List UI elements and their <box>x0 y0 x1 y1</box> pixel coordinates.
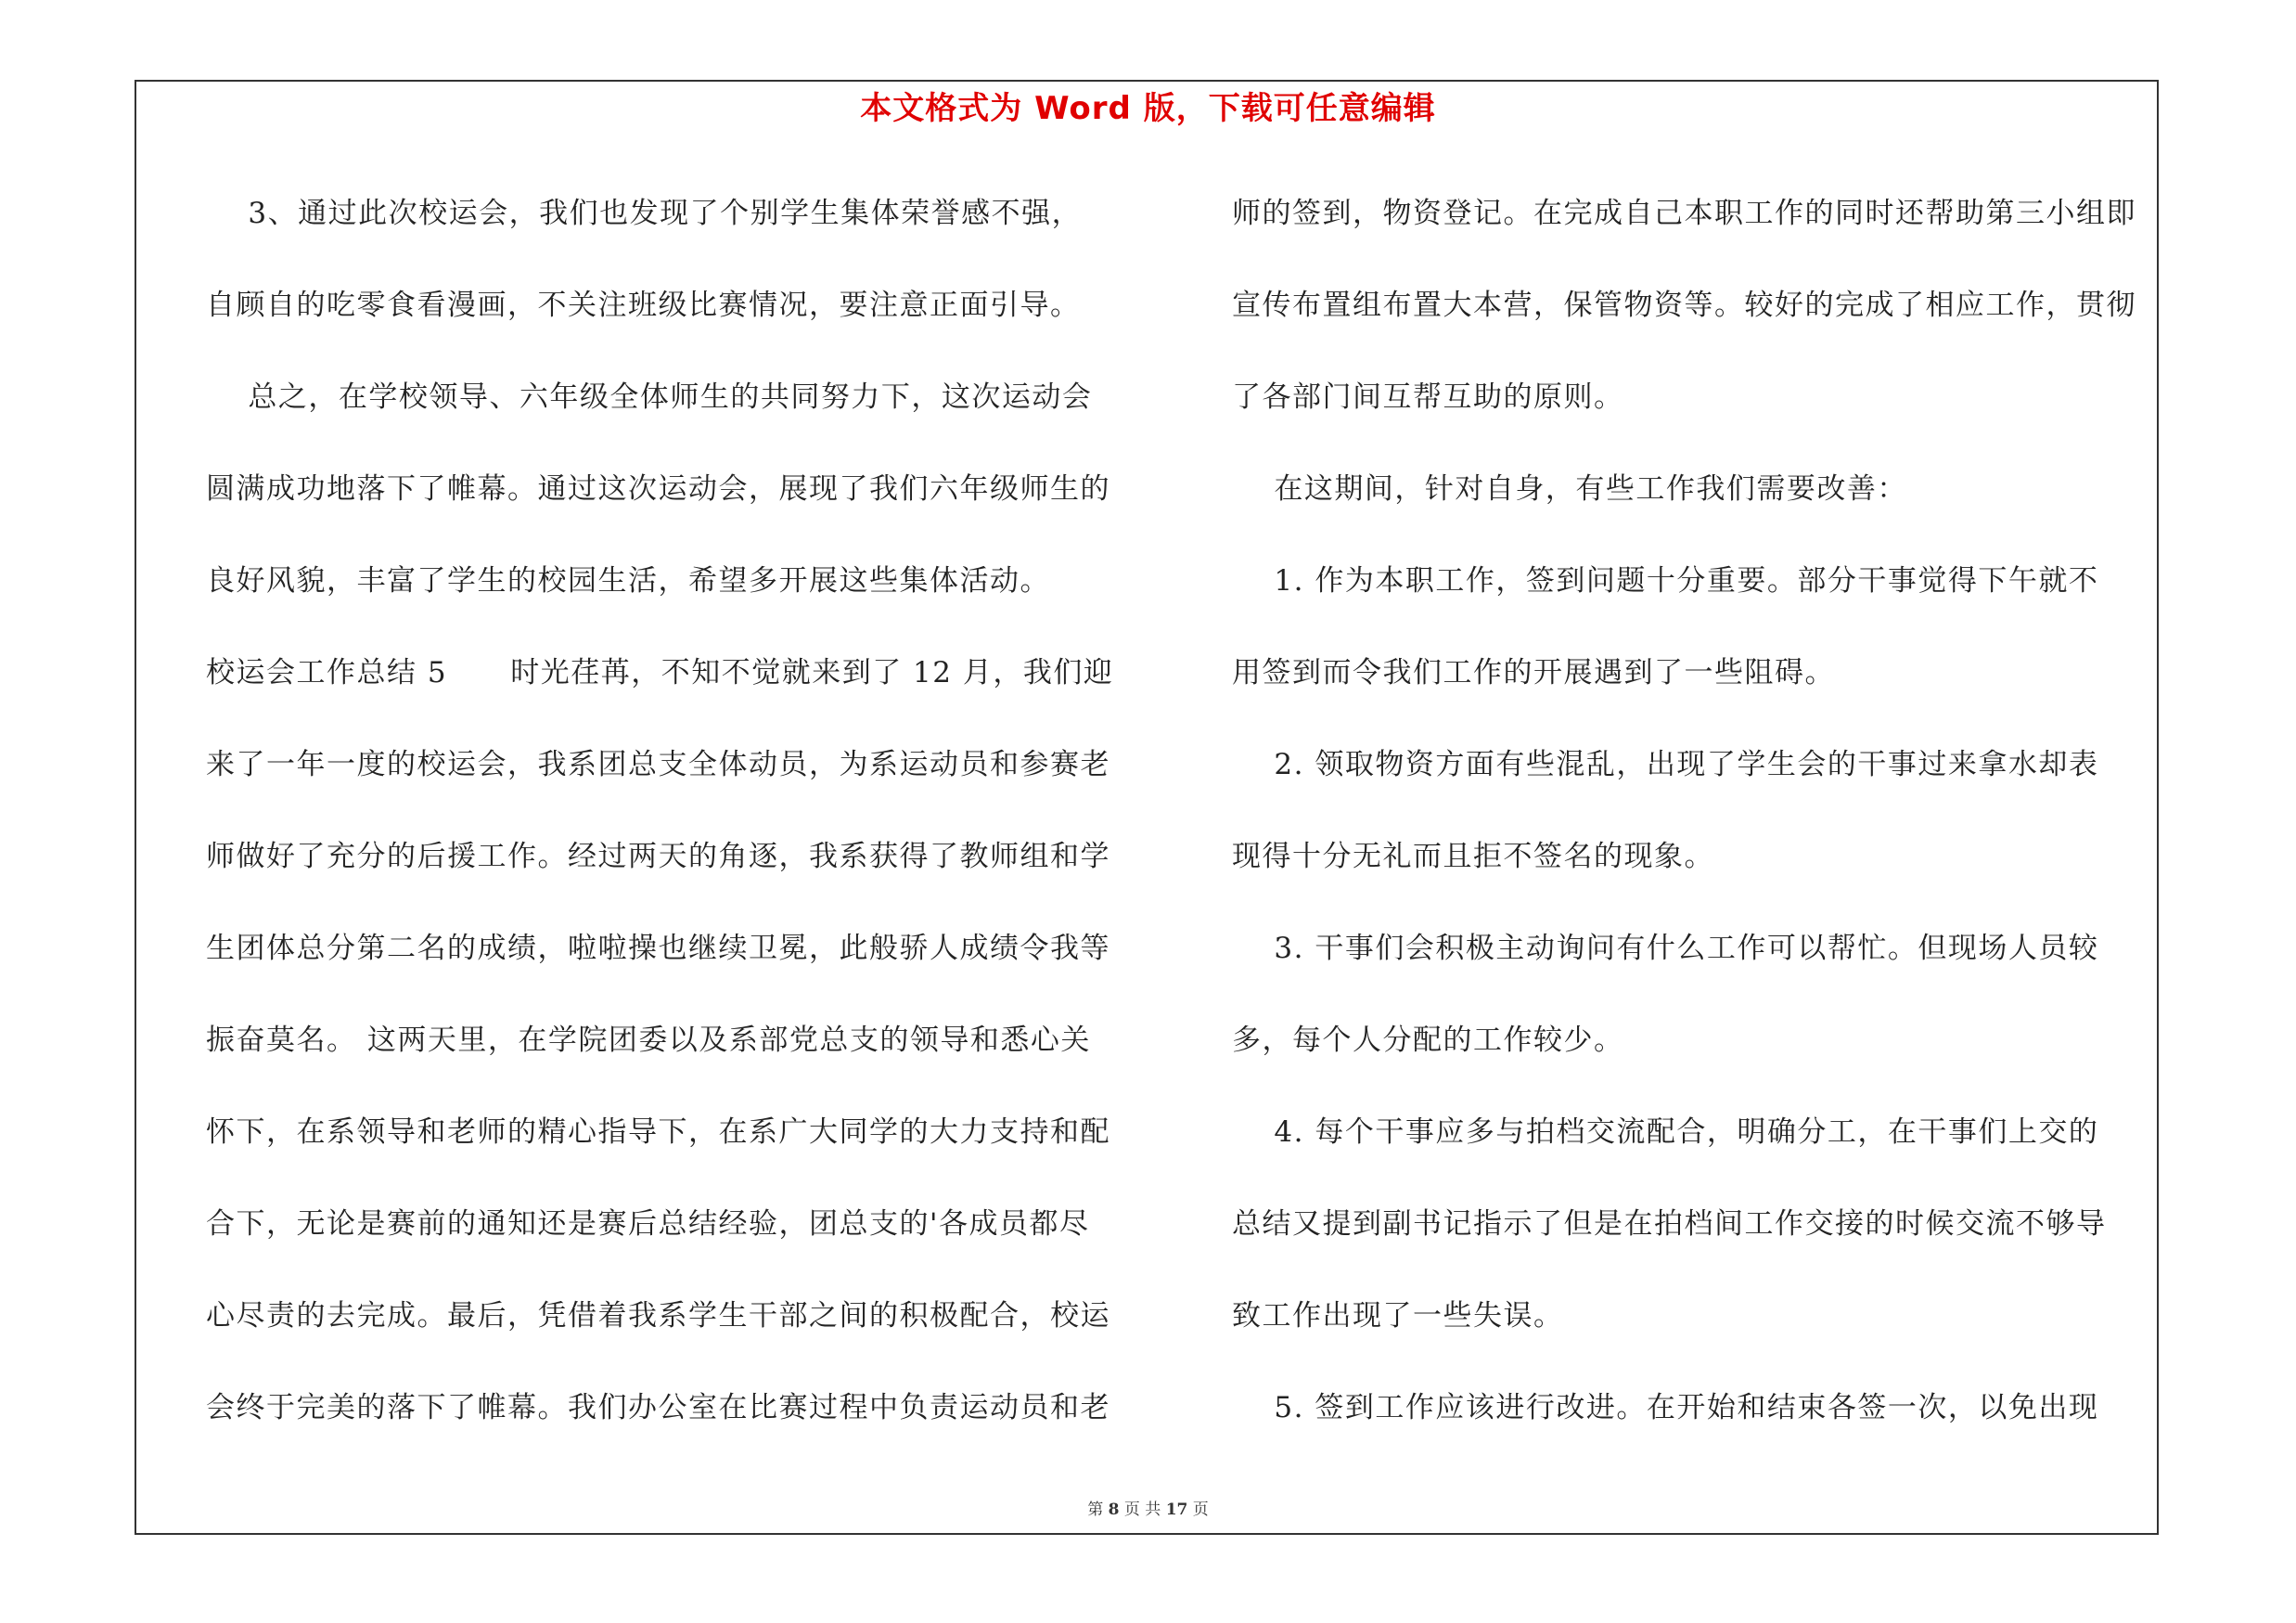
text-line: 3、通过此次校运会，我们也发现了个别学生集体荣誉感不强， <box>206 197 1083 230</box>
text-line: 来了一年一度的校运会，我系团总支全体动员，为系运动员和参赛老 <box>206 748 1110 781</box>
text-line: 圆满成功地落下了帷幕。通过这次运动会，展现了我们六年级师生的 <box>206 472 1110 506</box>
footer-middle: 页 共 <box>1119 1501 1166 1519</box>
format-banner: 本文格式为 Word 版，下载可任意编辑 <box>860 90 1436 127</box>
text-line: 振奋莫名。 这两天里，在学院团委以及系部党总支的领导和悉心关 <box>206 1024 1091 1057</box>
text-line: 了各部门间互帮互助的原则。 <box>1232 380 1624 414</box>
right-column <box>1232 184 2150 1470</box>
text-line: 在这期间，针对自身，有些工作我们需要改善： <box>1232 472 1907 506</box>
footer-suffix: 页 <box>1187 1501 1209 1519</box>
text-line: 心尽责的去完成。最后，凭借着我系学生干部之间的积极配合，校运 <box>206 1299 1110 1333</box>
current-page-number: 8 <box>1108 1501 1120 1519</box>
text-line: 多，每个人分配的工作较少。 <box>1232 1024 1624 1057</box>
text-line: 宣传布置组布置大本营，保管物资等。较好的完成了相应工作，贯彻 <box>1232 289 2136 322</box>
text-line: 总结又提到副书记指示了但是在拍档间工作交接的时候交流不够导 <box>1232 1207 2107 1241</box>
text-line: 致工作出现了一些失误。 <box>1232 1299 1564 1333</box>
text-line: 生团体总分第二名的成绩，啦啦操也继续卫冕，此般骄人成绩令我等 <box>206 932 1110 965</box>
footer-prefix: 第 <box>1087 1501 1109 1519</box>
text-line: 1. 作为本职工作，签到问题十分重要。部分干事觉得下午就不 <box>1232 564 2099 598</box>
text-line: 5. 签到工作应该进行改进。在开始和结束各签一次，以免出现 <box>1232 1391 2099 1424</box>
text-line: 自顾自的吃零食看漫画，不关注班级比赛情况，要注意正面引导。 <box>206 289 1081 322</box>
page-number-footer <box>0 1496 2296 1519</box>
text-line: 校运会工作总结 5 时光荏苒，不知不觉就来到了 12 月，我们迎 <box>206 656 1114 689</box>
text-line: 师做好了充分的后援工作。经过两天的角逐，我系获得了教师组和学 <box>206 840 1110 873</box>
text-line: 用签到而令我们工作的开展遇到了一些阻碍。 <box>1232 656 1835 689</box>
text-line: 怀下，在系领导和老师的精心指导下，在系广大同学的大力支持和配 <box>206 1115 1110 1149</box>
text-line: 合下，无论是赛前的通知还是赛后总结经验，团总支的'各成员都尽 <box>206 1207 1090 1241</box>
text-line: 3. 干事们会积极主动询问有什么工作可以帮忙。但现场人员较 <box>1232 932 2099 965</box>
text-line: 师的签到，物资登记。在完成自己本职工作的同时还帮助第三小组即 <box>1232 197 2136 230</box>
text-line: 总之，在学校领导、六年级全体师生的共同努力下，这次运动会 <box>206 380 1093 414</box>
text-line: 2. 领取物资方面有些混乱，出现了学生会的干事过来拿水却表 <box>1232 748 2099 781</box>
text-line: 良好风貌，丰富了学生的校园生活，希望多开展这些集体活动。 <box>206 564 1050 598</box>
left-column <box>206 184 1124 1470</box>
total-pages-number: 17 <box>1165 1501 1188 1519</box>
text-line: 4. 每个干事应多与拍档交流配合，明确分工，在干事们上交的 <box>1232 1115 2099 1149</box>
text-line: 现得十分无礼而且拒不签名的现象。 <box>1232 840 1714 873</box>
text-line: 会终于完美的落下了帷幕。我们办公室在比赛过程中负责运动员和老 <box>206 1391 1110 1424</box>
